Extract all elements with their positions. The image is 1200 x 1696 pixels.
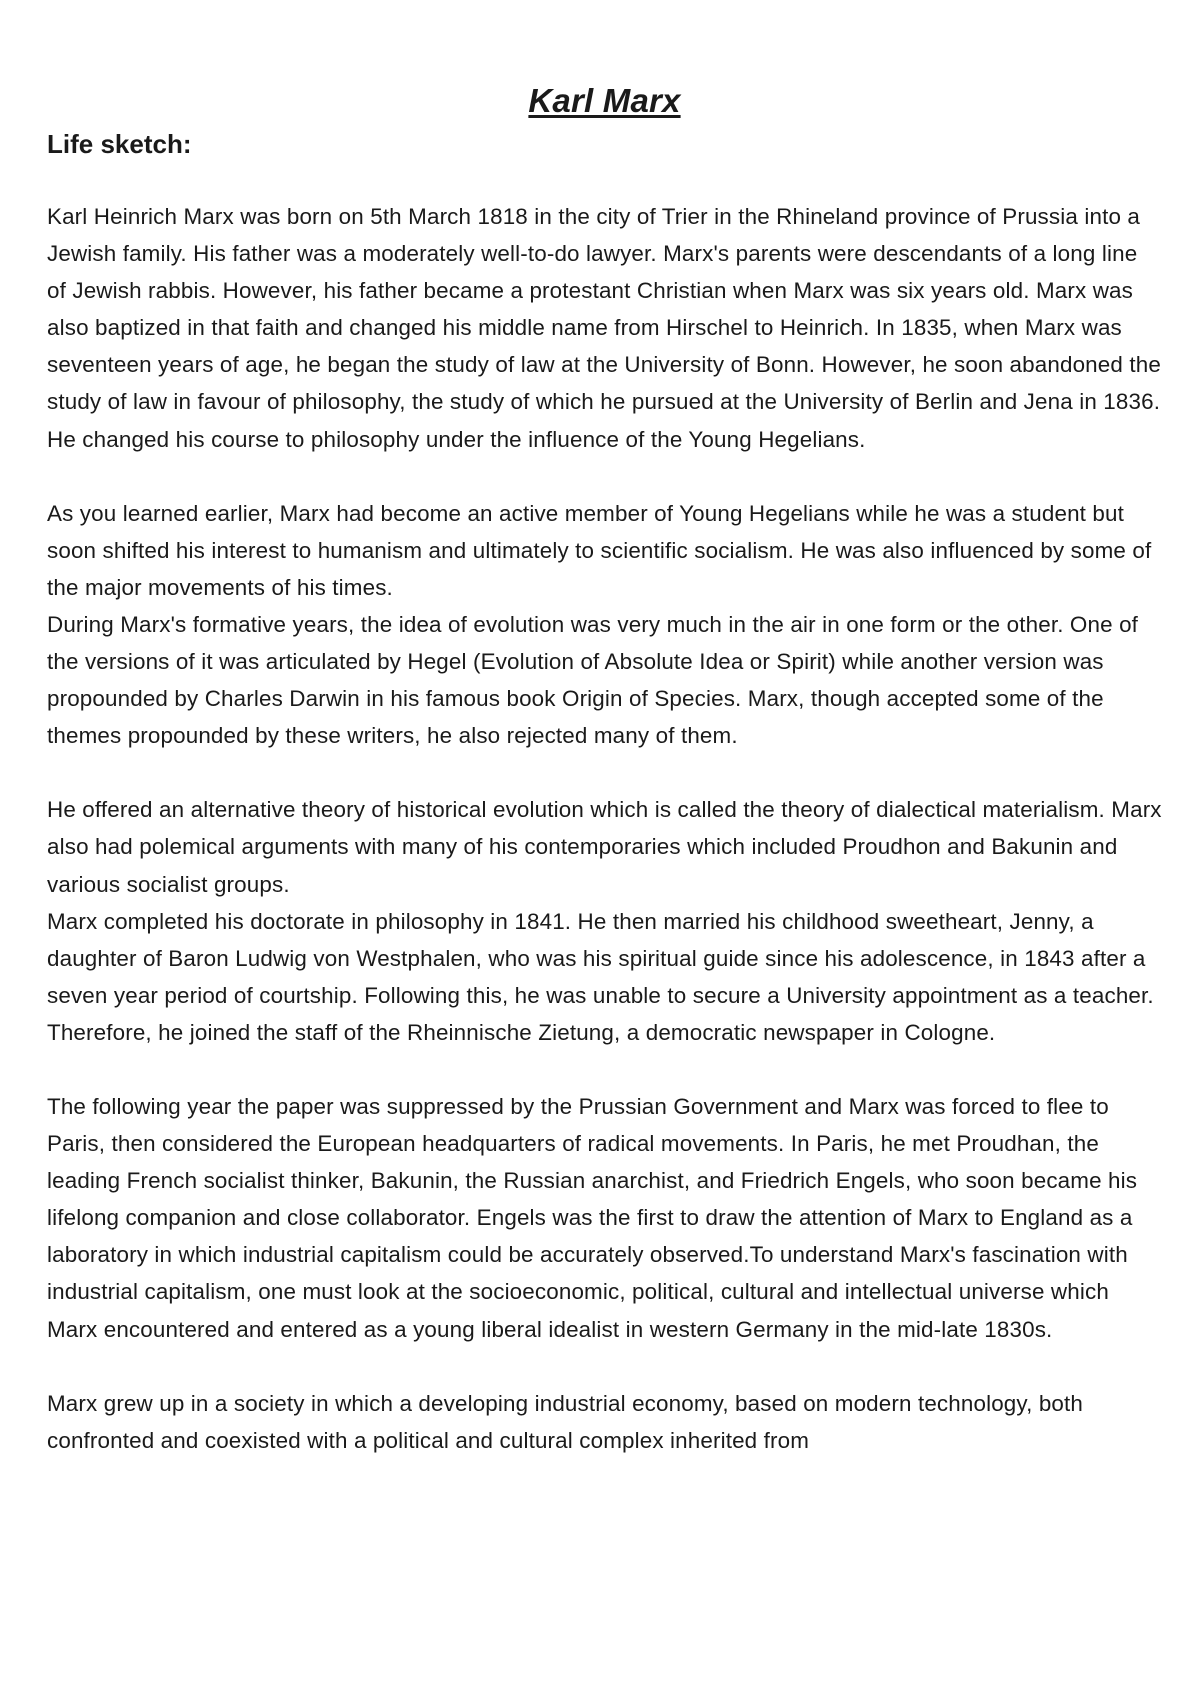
document-title: Karl Marx — [528, 82, 681, 119]
paragraph-society: Marx grew up in a society in which a developing industrial economy, based on modern technology, both confronted and coexisted with a political and cultural complex inherited from — [47, 1390, 1084, 1453]
paragraph-evolution: During Marx's formative years, the idea of evolution was very much in the air in one form or the other. One of the versions of it was articulated by Hegel (Evolution of Absolute Idea or Spirit) while another version was propounded by Charles Darwin in his famous book Origin of Species. Marx, though accepted some of the themes propounded by these writers, he also rejected many of them. — [47, 611, 1139, 749]
paragraph-dialectical-materialism: He offered an alternative theory of historical evolution which is called the theory of dialectical materialism. Marx also had polemical arguments with many of his contemporaries which included Proudhon and Bakunin and various socialist groups. — [47, 797, 1162, 897]
paragraph-paris-engels: The following year the paper was suppressed by the Prussian Government and Marx was forced to flee to Paris, then considered the European headquarters of radical movements. In Paris, he met Proudhan, the leading French socialist thinker, Bakunin, the Russian anarchist, and Friedrich Engels, who soon became his lifelong companion and close collaborator. Engels was the first to draw the attention of Marx to England as a laboratory in which industrial capitalism could be accurately observed.To understand Marx's fascination with industrial capitalism, one must look at the socioeconomic, political, cultural and intellectual universe which Marx encountered and entered as a young liberal idealist in western Germany in the mid-late 1830s. — [47, 1093, 1138, 1342]
paragraph-doctorate-marriage: Marx completed his doctorate in philosophy in 1841. He then married his childhood sweetheart, Jenny, a daughter of Baron Ludwig von Westphalen, who was his spiritual guide since his adolescence, in 1843 after a seven year period of courtship. Following this, he was unable to secure a University appointment as a teacher. Therefore, he joined the staff of the Rheinnische Zietung, a democratic newspaper in Cologne. — [47, 908, 1154, 1045]
paragraph-early-life: Karl Heinrich Marx was born on 5th March 1818 in the city of Trier in the Rhineland province of Prussia into a Jewish family. His father was a moderately well-to-do lawyer. Marx's parents were descendants of a long line of Jewish rabbis. However, his father became a protestant Christian when Marx was six years old. Marx was also baptized in that faith and changed his middle name from Hirschel to Heinrich. In 1835, when Marx was seventeen years of age, he began the study of law at the University of Bonn. However, he soon abandoned the study of law in favour of philosophy, the study of which he pursued at the University of Berlin and Jena in 1836. He changed his course to philosophy under the influence of the Young Hegelians. — [47, 204, 1161, 452]
paragraph-young-hegelians: As you learned earlier, Marx had become an active member of Young Hegelians while he was a student but soon shifted his interest to humanism and ultimately to scientific socialism. He was also influenced by some of the major movements of his times. — [47, 500, 1152, 600]
section-heading: Life sketch: — [47, 129, 192, 159]
document-page — [47, 78, 1162, 1459]
